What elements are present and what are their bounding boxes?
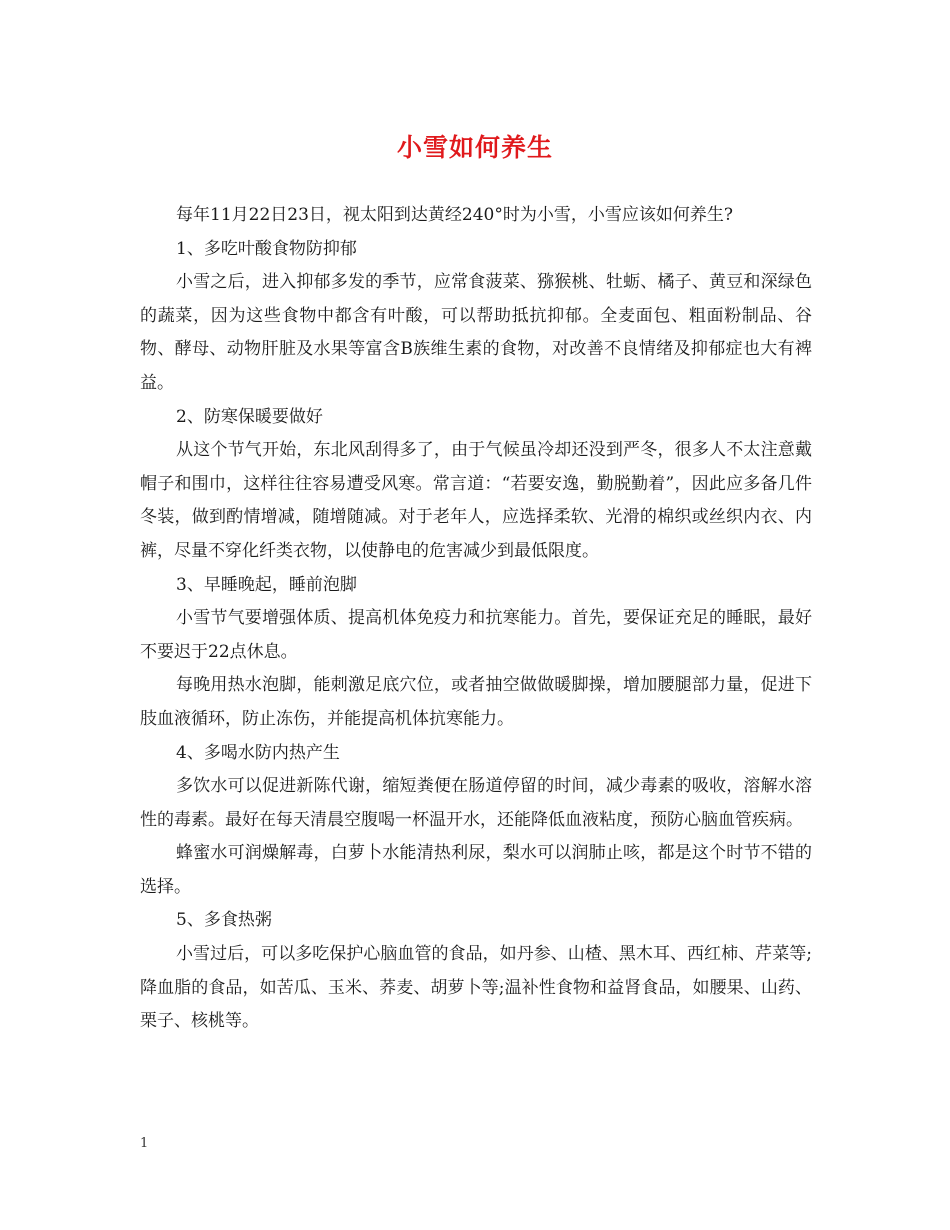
- section-2-paragraph: 从这个节气开始，东北风刮得多了，由于气候虽冷却还没到严冬，很多人不太注意戴帽子和围巾，这样往往容易遭受风寒。常言道：“若要安逸，勤脱勤着”，因此应多备几件冬装，做到酌情增减，随增随减。对于老年人，应选择柔软、光滑的棉织或丝织内衣、内裤，尽量不穿化纤类衣物，以使静电的危害减少到最低限度。: [140, 440, 812, 561]
- section-heading-2: 2、防寒保暖要做好: [176, 406, 323, 427]
- section-3-paragraph-1: 小雪节气要增强体质、提高机体免疫力和抗寒能力。首先，要保证充足的睡眠，最好不要迟于22点休息。: [140, 608, 812, 662]
- section-4-paragraph-2: 蜂蜜水可润燥解毒，白萝卜水能清热利尿，梨水可以润肺止咳，都是这个时节不错的选择。: [140, 843, 812, 897]
- section-3-paragraph-2: 每晚用热水泡脚，能刺激足底穴位，或者抽空做做暖脚操，增加腰腿部力量，促进下肢血液循环，防止冻伤，并能提高机体抗寒能力。: [140, 675, 812, 729]
- section-heading-5: 5、多食热粥: [176, 910, 272, 931]
- intro-paragraph: 每年11月22日23日，视太阳到达黄经240°时为小雪，小雪应该如何养生?: [176, 205, 733, 225]
- document-body: [140, 199, 812, 1039]
- section-1-paragraph: 小雪之后，进入抑郁多发的季节，应常食菠菜、猕猴桃、牡蛎、橘子、黄豆和深绿色的蔬菜，因为这些食物中都含有叶酸，可以帮助抵抗抑郁。全麦面包、粗面粉制品、谷物、酵母、动物肝脏及水果等富含B族维生素的食物，对改善不良情绪及抑郁症也大有裨益。: [140, 272, 812, 393]
- document-title: 小雪如何养生: [396, 133, 553, 162]
- section-5-paragraph: 小雪过后，可以多吃保护心脑血管的食品，如丹参、山楂、黑木耳、西红柿、芹菜等;降血脂的食品，如苦瓜、玉米、荞麦、胡萝卜等;温补性食物和益肾食品，如腰果、山药、栗子、核桃等。: [140, 944, 812, 1032]
- page-number: 1: [140, 1136, 149, 1151]
- section-heading-4: 4、多喝水防内热产生: [176, 742, 340, 763]
- section-heading-1: 1、多吃叶酸食物防抑郁: [176, 238, 357, 259]
- section-4-paragraph-1: 多饮水可以促进新陈代谢，缩短粪便在肠道停留的时间，减少毒素的吸收，溶解水溶性的毒素。最好在每天清晨空腹喝一杯温开水，还能降低血液粘度，预防心脑血管疾病。: [140, 776, 812, 830]
- section-heading-3: 3、早睡晚起，睡前泡脚: [176, 574, 357, 595]
